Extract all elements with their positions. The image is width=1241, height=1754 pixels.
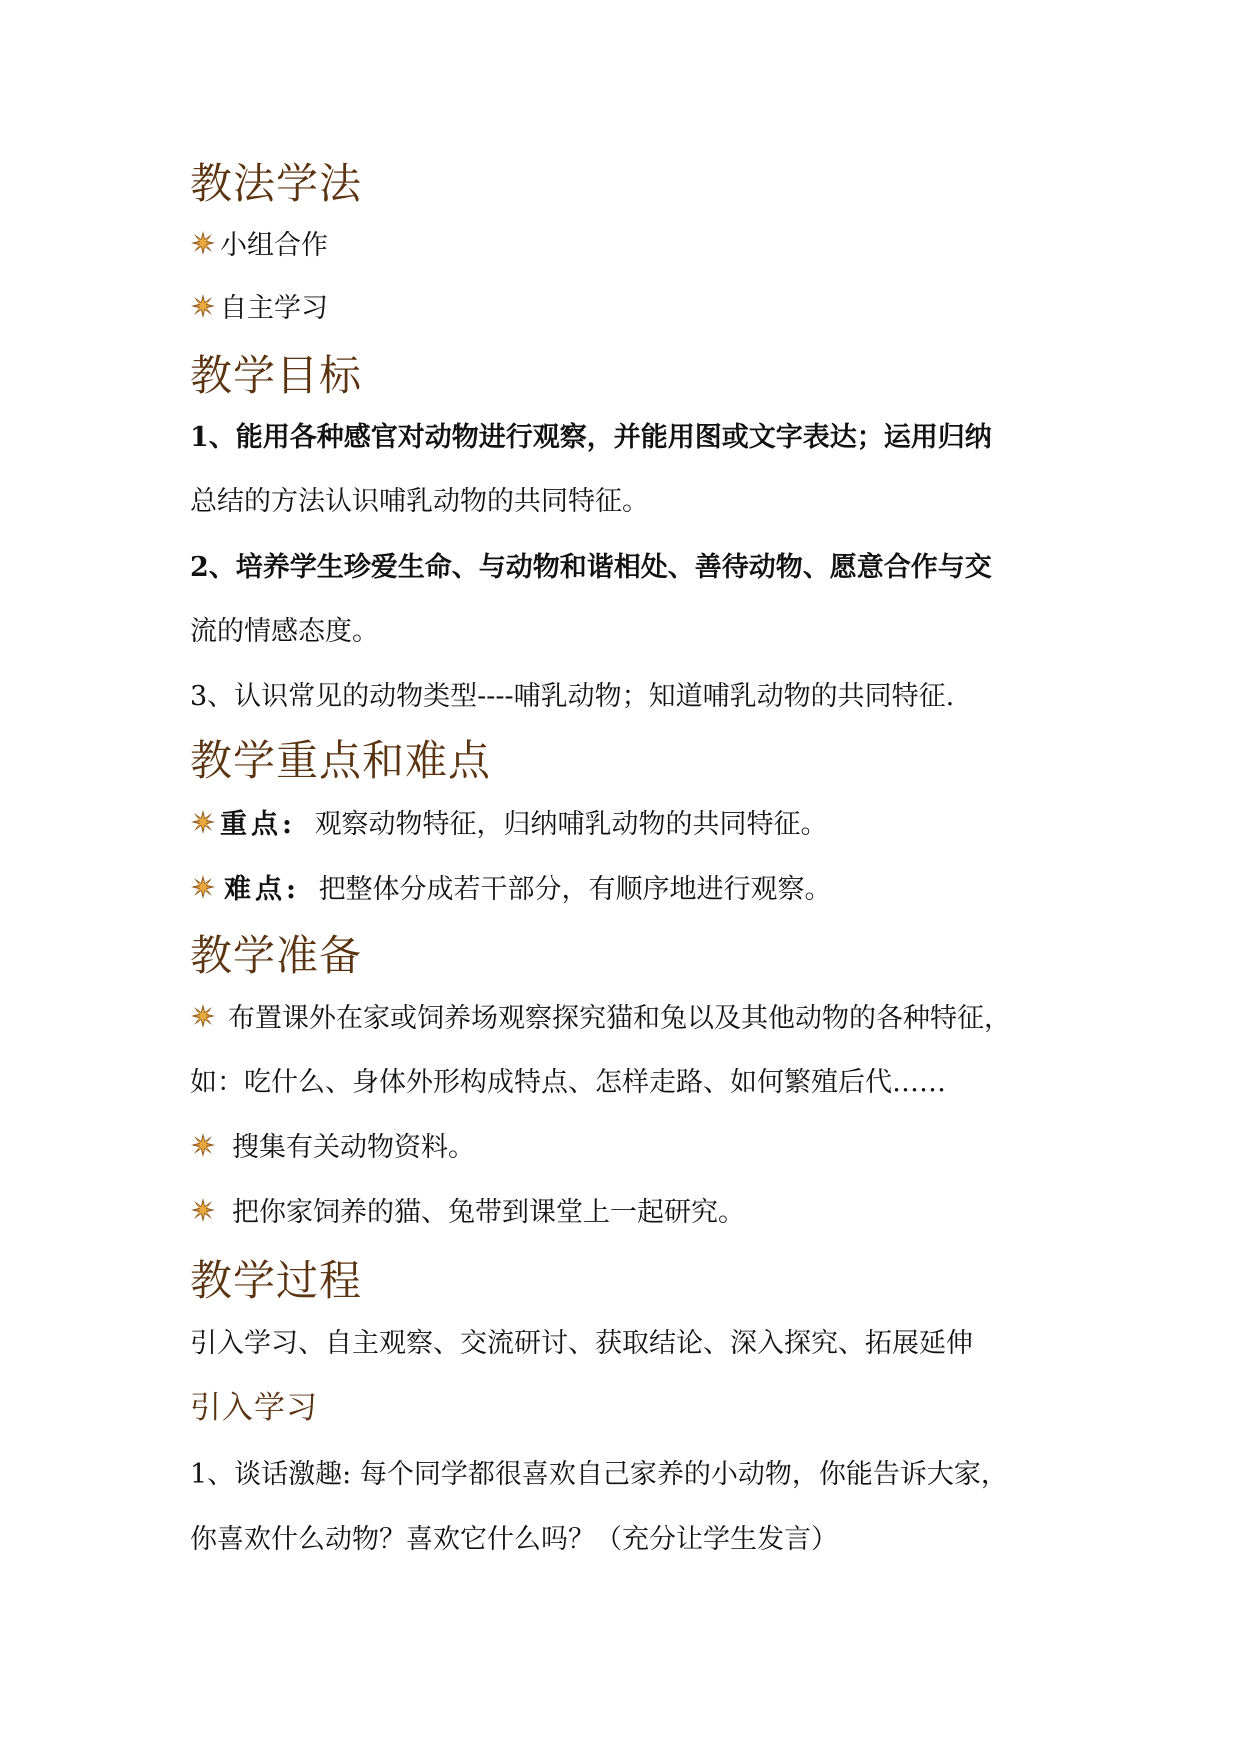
subsection-title-intro: 引入学习	[190, 1390, 318, 1426]
starburst-bullet-icon	[190, 1132, 216, 1158]
key-point-item	[190, 807, 828, 843]
starburst-bullet-icon	[190, 874, 216, 900]
difficulty-text: 把整体分成若干部分，有顺序地进行观察。	[318, 874, 832, 905]
starburst-bullet-icon	[190, 1003, 216, 1029]
list-item-label: 自主学习	[220, 293, 328, 324]
starburst-bullet-icon	[190, 293, 216, 319]
section-title-teaching-methods: 教法学法	[190, 159, 363, 208]
goal-line: 总结的方法认识哺乳动物的共同特征。	[190, 486, 649, 517]
prep-item	[190, 1130, 475, 1166]
intro-line: 你喜欢什么动物？喜欢它什么吗？（充分让学生发言）	[190, 1524, 838, 1555]
section-title-process: 教学过程	[190, 1256, 363, 1305]
section-title-key-points: 教学重点和难点	[190, 736, 492, 785]
prep-item	[190, 1195, 745, 1231]
goal-line: 3、认识常见的动物类型----哺乳动物；知道哺乳动物的共同特征.	[190, 681, 955, 712]
goal-line: 2、培养学生珍爱生命、与动物和谐相处、善待动物、愿意合作与交	[190, 552, 992, 583]
starburst-bullet-icon	[190, 1197, 216, 1223]
key-point-text: 观察动物特征，归纳哺乳动物的共同特征。	[314, 809, 828, 840]
prep-item-text: 把你家饲养的猫、兔带到课堂上一起研究。	[232, 1197, 745, 1228]
key-point-label: 重点:	[220, 809, 296, 840]
prep-item-text: 布置课外在家或饲养场观察探究猫和兔以及其他动物的各种特征，	[228, 1003, 1011, 1034]
difficulty-item	[190, 872, 832, 908]
starburst-bullet-icon	[190, 809, 216, 835]
goal-line: 1、能用各种感官对动物进行观察，并能用图或文字表达；运用归纳	[190, 422, 992, 453]
difficulty-label: 难点:	[224, 874, 300, 905]
prep-item-text: 搜集有关动物资料。	[232, 1132, 475, 1163]
prep-item	[190, 1001, 1011, 1037]
intro-line: 1、谈话激趣: 每个同学都很喜欢自己家养的小动物，你能告诉大家，	[190, 1459, 1008, 1490]
list-item	[190, 291, 328, 327]
section-title-teaching-goals: 教学目标	[190, 351, 363, 400]
list-item	[190, 228, 328, 264]
list-item-label: 小组合作	[220, 230, 328, 261]
process-steps: 引入学习、自主观察、交流研讨、获取结论、深入探究、拓展延伸	[190, 1328, 973, 1359]
goal-line: 流的情感态度。	[190, 616, 379, 647]
starburst-bullet-icon	[190, 230, 216, 256]
prep-item-continued: 如：吃什么、身体外形构成特点、怎样走路、如何繁殖后代……	[190, 1067, 946, 1098]
section-title-preparation: 教学准备	[190, 931, 363, 980]
